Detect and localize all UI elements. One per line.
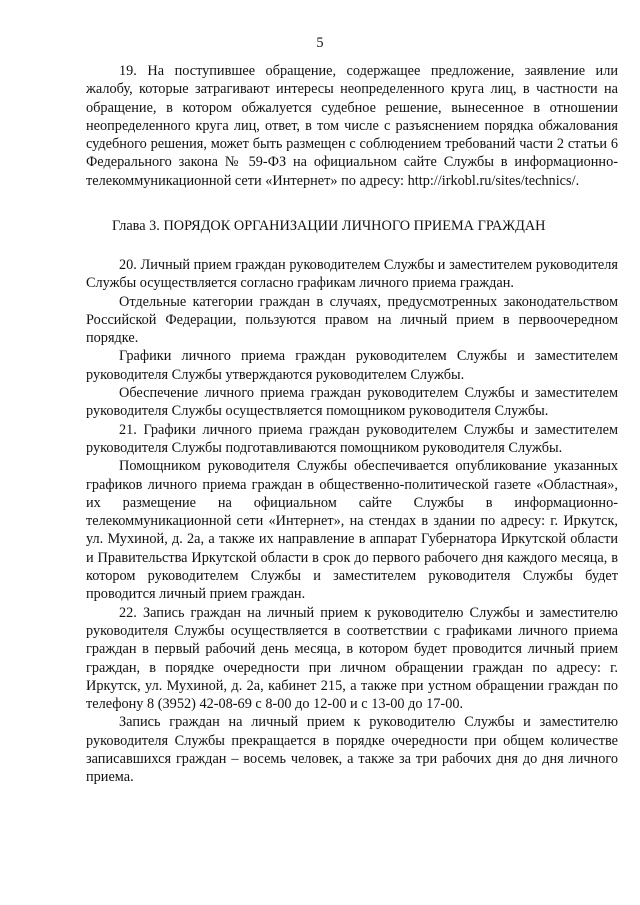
chapter-heading: Глава 3. ПОРЯДОК ОРГАНИЗАЦИИ ЛИЧНОГО ПРИЕМА ГРАЖДАН	[112, 218, 546, 234]
paragraph: 20. Личный прием граждан руководителем Службы и заместителем руководителя Службы осуществляется согласно графикам личного приема граждан.	[86, 257, 618, 292]
paragraph: Запись граждан на личный прием к руководителю Службы и заместителю руководителя Службы прекращается в порядке очередности при общем количестве записавшихся граждан – восемь человек, а также за три рабочих дня до дня личного приема.	[86, 714, 618, 786]
paragraph: Отдельные категории граждан в случаях, предусмотренных законодательством Российской Федерации, пользуются правом на личный прием в первоочередном порядке.	[86, 293, 618, 347]
paragraph: Обеспечение личного приема граждан руководителем Службы и заместителем руководителя Службы осуществляется помощником руководителя Службы.	[86, 385, 618, 420]
paragraph: Помощником руководителя Службы обеспечивается опубликование указанных графиков личного приема граждан в общественно-политической газете «Областная», их размещение на официальном сайте Службы в информационно-телекоммуникационной сети «Интернет», на стендах в здании по адресу: г. Иркутск, ул. Мухиной, д. 2а, а также их направление в аппарат Губернатора Иркутской области и Правительства Иркутской области в срок до первого рабочего дня каждого месяца, в котором руководителем Службы и заместителем руководителя Службы будет проводится личный прием граждан.	[86, 458, 618, 603]
paragraph: Графики личного приема граждан руководителем Службы и заместителем руководителя Службы утверждаются руководителем Службы.	[86, 348, 618, 383]
paragraph: 22. Запись граждан на личный прием к руководителю Службы и заместителю руководителя Службы осуществляется в соответствии с графиками личного приема граждан в первый рабочий день месяца, в котором будет проводится личный прием граждан, в порядке очередности при личном обращении граждан по адресу: г. Иркутск, ул. Мухиной, д. 2а, кабинет 215, а также при устном обращении граждан по телефону 8 (3952) 42-08-69 с 8-00 до 12-00 и с 13-00 до 17-00.	[86, 604, 618, 713]
paragraphs-section-2-end	[86, 62, 618, 190]
paragraph: 19. На поступившее обращение, содержащее предложение, заявление или жалобу, которые затрагивают интересы неопределенного круга лиц, в частности на обращение, в котором обжалуется судебное решение, вынесенное в отношении неопределенного круга лиц, ответ, в том числе с разъяснением порядка обжалования судебного решения, может быть размещен с соблюдением требований части 2 статьи 6 Федерального закона № 59-ФЗ на официальном сайте Службы в информационно-телекоммуникационной сети «Интернет» по адресу: http://irkobl.ru/sites/technics/.	[86, 63, 618, 189]
page-number: 5	[316, 35, 324, 51]
paragraph: 21. Графики личного приема граждан руководителем Службы и заместителем руководителя Службы подготавливаются помощником руководителя Службы.	[86, 421, 618, 456]
paragraphs-chapter-3	[86, 256, 618, 787]
